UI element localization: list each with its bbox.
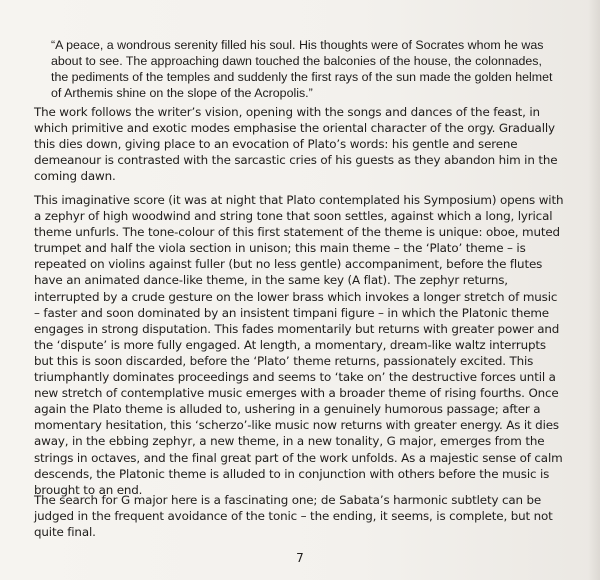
page-edge-shadow [588, 0, 600, 580]
paragraph-score-description: This imaginative score (it was at night that Plato contemplated his Symposium) opens with a zephyr of high woodwind and string tone that soon settles, against which a long, lyrical theme unfurls. The tone-colour of this first statement of the theme is unique: oboe, muted trumpet and half the viola section in unison; this main theme – the ‘Plato’ theme – is repeated on violins against fuller (but no less gentle) accompaniment, before the flutes have an animated dance-like theme, in the same key (A flat). The zephyr returns, interrupted by a crude gesture on the lower brass which invokes a longer stretch of music – faster and soon dominated by an insistent timpani figure – in which the Platonic theme engages in strong disputation. This fades momentarily but returns with greater power and the ‘dispute’ is more fully engaged. At length, a momentary, dream-like waltz interrupts but this is soon discarded, before the ‘Plato’ theme returns, passionately excited. This triumphantly dominates proceedings and seems to ‘take on’ the destructive forces until a new stretch of contemplative music emerges with a broader theme of rising fourths. Once again the Plato theme is alluded to, ushering in a genuinely humorous passage; after a momentary hesitation, this ‘scherzo’-like music now returns with greater energy. As it dies away, in the ebbing zephyr, a new theme, in a new tonality, G major, emerges from the strings in octaves, and the final great part of the work unfolds. As a majestic sense of calm descends, the Platonic theme is alluded to in conjunction with others before the music is brought to an end. [34, 193, 564, 497]
paragraph-work-overview: The work follows the writer’s vision, opening with the songs and dances of the feast, in which primitive and exotic modes emphasise the oriental character of the orgy. Gradually this dies down, giving place to an evocation of Plato’s words: his gentle and serene demeanour is contrasted with the sarcastic cries of his guests as they abandon him in the coming dawn. [34, 105, 558, 184]
paragraph-g-major: The search for G major here is a fascinating one; de Sabata’s harmonic subtlety can be judged in the frequent avoidance of the tonic – the ending, it seems, is complete, but not quite final. [34, 493, 553, 540]
page-number: 7 [296, 551, 304, 565]
epigraph-quote: “A peace, a wondrous serenity filled his soul. His thoughts were of Socrates whom he was about to see. The approaching dawn touched the balconies of the house, the colonnades, the pediments of the temples and suddenly the first rays of the sun made the golden helmet of Arthemis shine on the slope of the Acropolis.” [51, 38, 553, 100]
